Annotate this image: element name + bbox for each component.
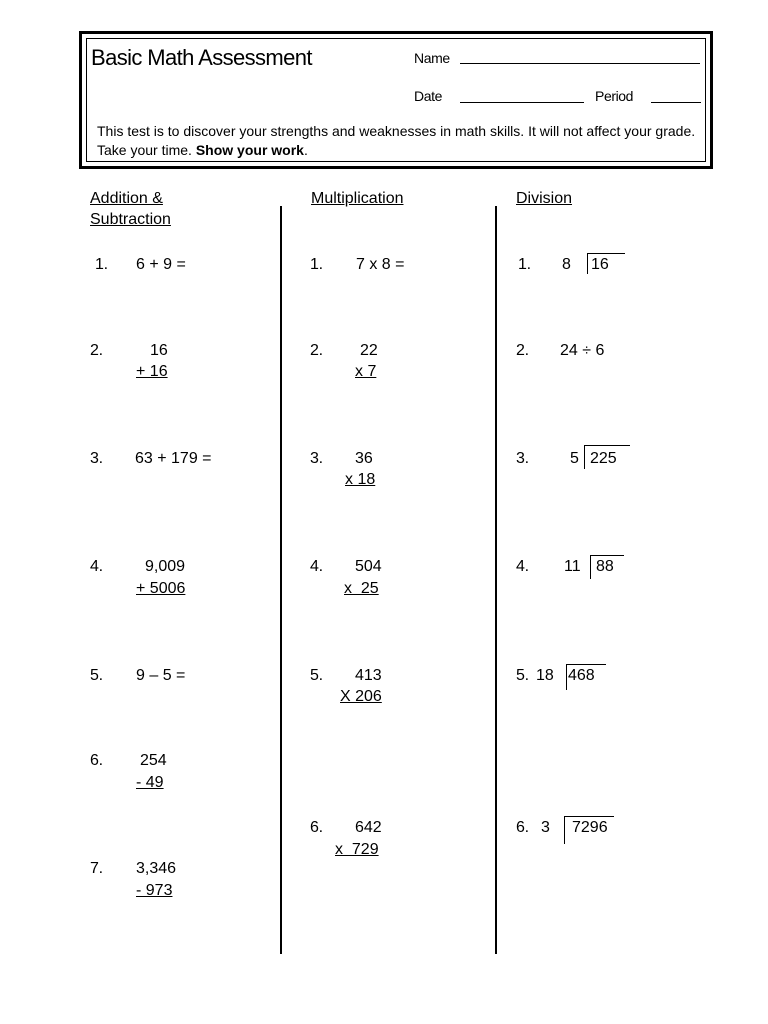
name-label: Name bbox=[414, 50, 450, 66]
division-heading: Division bbox=[516, 190, 573, 207]
div-p5-bracket-side bbox=[566, 664, 567, 690]
div-p5-bracket-top bbox=[566, 664, 606, 665]
intro-text-bold: Show your work bbox=[195, 142, 304, 158]
add-p7-number: 7. bbox=[90, 860, 103, 877]
div-p1-bracket-top bbox=[587, 253, 625, 254]
mul-p2-number: 2. bbox=[310, 342, 323, 359]
name-field[interactable] bbox=[460, 63, 700, 64]
mul-p2-top: 22 bbox=[360, 342, 378, 359]
div-p4-divisor: 11 bbox=[564, 558, 581, 575]
add-p5-text: 9 – 5 = bbox=[136, 667, 186, 684]
add-p7-top: 3,346 bbox=[136, 860, 177, 877]
add-p4-number: 4. bbox=[90, 558, 103, 575]
mul-p3-top: 36 bbox=[355, 450, 373, 467]
mul-p5-top: 413 bbox=[355, 667, 382, 684]
period-field[interactable] bbox=[651, 102, 701, 103]
add-p4-top: 9,009 bbox=[145, 558, 186, 575]
date-label: Date bbox=[414, 88, 442, 104]
div-p2-number: 2. bbox=[516, 342, 529, 359]
add-p4-bottom: + 5006 bbox=[136, 580, 186, 597]
add-p2-bottom: + 16 bbox=[136, 363, 168, 380]
div-p3-bracket-side bbox=[584, 445, 585, 469]
mul-p3-number: 3. bbox=[310, 450, 323, 467]
div-p3-number: 3. bbox=[516, 450, 529, 467]
div-p6-divisor: 3 bbox=[541, 819, 550, 836]
div-p3-bracket-top bbox=[584, 445, 630, 446]
mul-p6-top: 642 bbox=[355, 819, 382, 836]
mul-p5-bottom: X 206 bbox=[340, 688, 382, 705]
div-p6-dividend: 7296 bbox=[572, 819, 608, 836]
div-p4-dividend: 88 bbox=[596, 558, 614, 575]
addition-heading-line1: Addition & bbox=[90, 190, 163, 207]
add-p1-text: 6 + 9 = bbox=[136, 256, 186, 273]
mul-p6-number: 6. bbox=[310, 819, 323, 836]
div-p5-dividend: 468 bbox=[568, 667, 595, 684]
div-p1-number: 1. bbox=[518, 256, 531, 273]
addition-heading-line2: Subtraction bbox=[90, 211, 171, 228]
intro-text-main: This test is to discover your strengths and weaknesses in math skills. It will not affect your grade. Take your time. bbox=[97, 123, 696, 158]
mul-p2-bottom: x 7 bbox=[355, 363, 377, 380]
add-p6-top: 254 bbox=[140, 752, 167, 769]
intro-text bbox=[97, 122, 697, 160]
add-p2-number: 2. bbox=[90, 342, 103, 359]
add-p1-number: 1. bbox=[95, 256, 108, 273]
add-p6-bottom: - 49 bbox=[136, 774, 164, 791]
add-p2-top: 16 bbox=[150, 342, 168, 359]
div-p6-number: 6. bbox=[516, 819, 529, 836]
mul-p3-bottom: x 18 bbox=[345, 471, 376, 488]
add-p3-number: 3. bbox=[90, 450, 103, 467]
column-divider-1 bbox=[280, 206, 282, 954]
div-p1-bracket-side bbox=[587, 253, 588, 274]
div-p2-text: 24 ÷ 6 bbox=[560, 342, 605, 359]
div-p1-dividend: 16 bbox=[591, 256, 609, 273]
div-p3-dividend: 225 bbox=[590, 450, 617, 467]
mul-p4-bottom: x 25 bbox=[344, 580, 379, 597]
div-p6-bracket-top bbox=[564, 816, 614, 817]
intro-text-end: . bbox=[303, 142, 308, 158]
div-p4-bracket-side bbox=[590, 555, 591, 579]
mul-p5-number: 5. bbox=[310, 667, 323, 684]
div-p5-number: 5. bbox=[516, 667, 529, 684]
div-p1-divisor: 8 bbox=[562, 256, 571, 273]
mul-p1-text: 7 x 8 = bbox=[356, 256, 405, 273]
mul-p4-top: 504 bbox=[355, 558, 382, 575]
mul-p4-number: 4. bbox=[310, 558, 323, 575]
div-p6-bracket-side bbox=[564, 816, 565, 844]
period-label: Period bbox=[595, 88, 634, 104]
add-p7-bottom: - 973 bbox=[136, 882, 173, 899]
mul-p6-bottom: x 729 bbox=[335, 841, 379, 858]
page-title: Basic Math Assessment bbox=[91, 45, 312, 70]
add-p6-number: 6. bbox=[90, 752, 103, 769]
date-field[interactable] bbox=[460, 102, 584, 103]
add-p5-number: 5. bbox=[90, 667, 103, 684]
div-p3-divisor: 5 bbox=[570, 450, 579, 467]
div-p4-number: 4. bbox=[516, 558, 529, 575]
column-divider-2 bbox=[495, 206, 497, 954]
div-p4-bracket-top bbox=[590, 555, 624, 556]
div-p5-divisor: 18 bbox=[536, 667, 554, 684]
add-p3-text: 63 + 179 = bbox=[135, 450, 212, 467]
multiplication-heading: Multiplication bbox=[311, 190, 404, 207]
mul-p1-number: 1. bbox=[310, 256, 323, 273]
